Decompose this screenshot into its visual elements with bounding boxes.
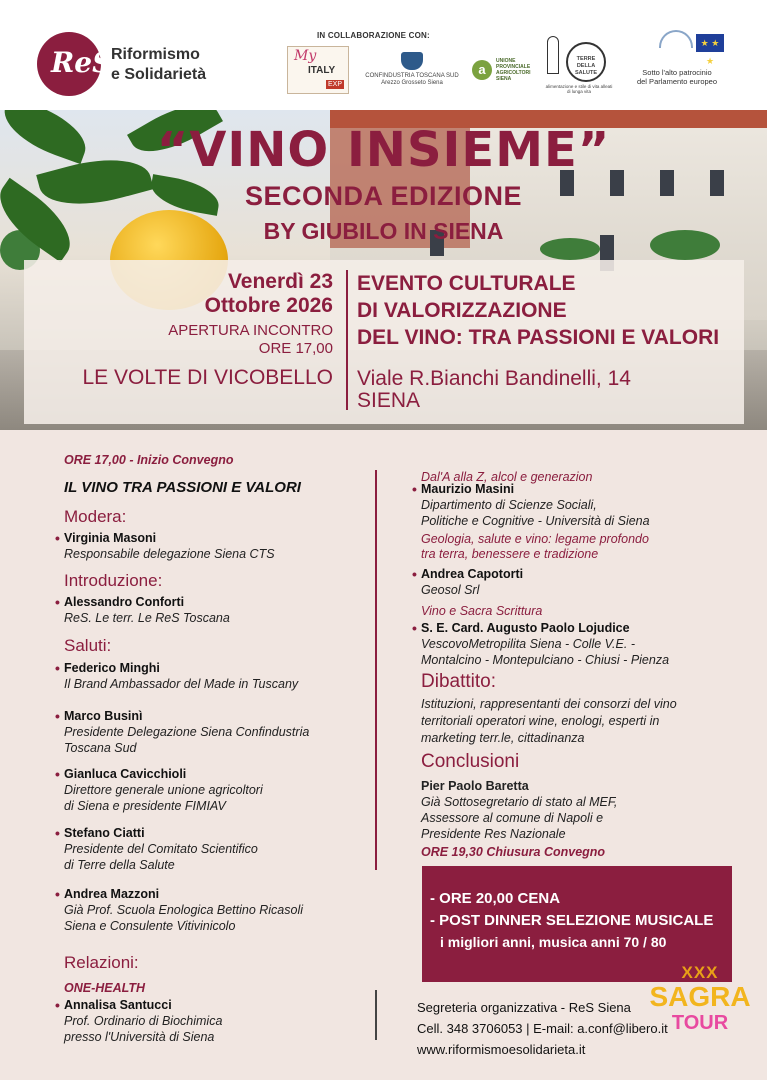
- date-line-2: Ottobre 2026: [204, 294, 333, 317]
- brand-line-1: Riformismo: [111, 46, 200, 63]
- parliament-text: [622, 68, 732, 86]
- conclusioni-label: Conclusioni: [421, 751, 520, 772]
- dibattito-line: Istituzioni, rappresentanti dei consorzi del vino: [421, 697, 677, 711]
- venue-name: LE VOLTE DI VICOBELLO: [82, 366, 333, 389]
- terre-circle: [566, 42, 606, 82]
- parliament-dome-icon: [659, 30, 693, 48]
- eagle-icon: [401, 52, 423, 70]
- parliament-line-2: del Parlamento europeo: [636, 77, 718, 86]
- speaker-role: di Siena e presidente FIMIAV: [64, 799, 226, 813]
- upa-logo: [472, 58, 536, 88]
- apertura-line-1: APERTURA INCONTRO: [168, 322, 333, 339]
- speaker-name: • Andrea Capotorti: [421, 566, 523, 582]
- event-subtitle: SECONDA EDIZIONE: [244, 181, 523, 211]
- dinner-line: i migliori anni, musica anni 70 / 80: [440, 934, 667, 950]
- speaker-role: presso l'Università di Siena: [64, 1030, 215, 1044]
- speaker-role: Già Sottosegretario di stato al MEF,: [421, 795, 618, 809]
- saluti-label: Saluti:: [64, 636, 112, 655]
- dibattito-line: territoriali operatori wine, enologi, esperti in: [421, 714, 660, 728]
- website-link[interactable]: www.riformismoesolidarieta.it: [417, 1042, 586, 1057]
- terre-sub: alimentazione e stile di vita alleati di lunga vita: [545, 84, 613, 94]
- figure-icon: [547, 36, 559, 74]
- speaker-role: ReS. Le terr. Le ReS Toscana: [64, 611, 230, 625]
- collab-label: IN COLLABORAZIONE CON:: [317, 31, 430, 40]
- watermark-line: XXX: [681, 963, 719, 982]
- speaker-role: di Terre della Salute: [64, 858, 175, 872]
- topic-label: Dal'A alla Z, alcol e generazion: [421, 470, 593, 484]
- watermark-line: TOUR: [671, 1012, 729, 1034]
- speaker-name: • S. E. Card. Augusto Paolo Lojudice: [421, 620, 669, 636]
- parliament-logo: [622, 30, 732, 92]
- talk-block: [421, 481, 650, 529]
- myitaly-italy: ITALY: [308, 65, 336, 76]
- speaker-role: Già Prof. Scuola Enologica Bettino Ricasoli: [64, 903, 304, 917]
- terre-salute-logo: [544, 36, 614, 96]
- speaker-role: Toscana Sud: [64, 741, 137, 755]
- saluti-item: [64, 708, 309, 756]
- speaker-role: Responsabile delegazione Siena CTS: [64, 547, 275, 561]
- res-logo: [37, 32, 113, 96]
- confindustria-logo: [362, 52, 462, 92]
- conclusioni-block: [421, 778, 617, 842]
- saluti-item: [64, 825, 258, 873]
- contacts: Cell. 348 3706053 | E-mail: a.conf@libero.it: [417, 1021, 668, 1036]
- event-description: [357, 270, 747, 351]
- speaker-name: Pier Paolo Baretta: [421, 779, 529, 793]
- topic-label: [421, 532, 649, 562]
- myitaly-logo: [287, 46, 349, 94]
- hero-banner: [0, 110, 767, 430]
- speaker-role: Politiche e Cognitive - Università di Siena: [421, 514, 650, 528]
- speaker-role: Presidente del Comitato Scientifico: [64, 842, 258, 856]
- topic-label: Vino e Sacra Scrittura: [421, 604, 543, 618]
- myitaly-my: My: [294, 48, 317, 64]
- speaker-name: • Virginia Masoni: [64, 530, 275, 546]
- confindustria-sub: Arezzo Grosseto Siena: [381, 80, 443, 86]
- speaker-role: Il Brand Ambassador del Made in Tuscany: [64, 677, 299, 691]
- terre-line-3: SALUTE: [575, 70, 597, 76]
- speaker-role: Dipartimento di Scienze Sociali,: [421, 498, 597, 512]
- dinner-line: - ORE 20,00 CENA: [430, 890, 561, 907]
- speaker-name: • Stefano Ciatti: [64, 825, 258, 841]
- brand-name: [111, 45, 206, 85]
- brand-line-2: e Solidarietà: [111, 66, 207, 83]
- onehealth-label: ONE-HEALTH: [64, 981, 146, 995]
- speaker-role: Presidente Delegazione Siena Confindustria: [64, 725, 310, 739]
- speaker-name: • Alessandro Conforti: [64, 594, 230, 610]
- dibattito-line: marketing terr.le, cittadinanza: [421, 731, 585, 745]
- info-divider: [346, 270, 348, 410]
- eu-flag-icon: ★ ★ ★: [696, 34, 724, 52]
- venue-address: [357, 368, 747, 412]
- saluti-item: [64, 766, 263, 814]
- watermark-line: SAGRA: [649, 981, 751, 1012]
- speaker-role: Siena e Consulente Vitivinicolo: [64, 919, 236, 933]
- dibattito-text: [421, 696, 677, 747]
- modera-label: Modera:: [64, 507, 127, 526]
- logo-mark: ReS: [51, 46, 113, 79]
- address-line-1: Viale R.Bianchi Bandinelli, 14: [357, 367, 631, 390]
- sagra-tour-watermark: [645, 964, 755, 1048]
- column-divider: [375, 470, 377, 870]
- saluti-item: [64, 886, 303, 934]
- parliament-line-1: Sotto l'alto patrocinio: [642, 68, 712, 77]
- footer-divider: [375, 990, 377, 1040]
- closing-time: ORE 19,30 Chiusura Convegno: [421, 845, 606, 859]
- speaker-role: VescovoMetropilita Siena - Colle V.E. -: [421, 637, 635, 651]
- dinner-line: - POST DINNER SELEZIONE MUSICALE: [430, 912, 714, 929]
- talk-block: [421, 566, 523, 598]
- evento-line-1: EVENTO CULTURALE: [357, 272, 576, 295]
- speaker-role: Assessore al comune di Napoli e: [421, 811, 604, 825]
- terre-line-1: TERRE: [576, 56, 596, 62]
- speaker-name: • Federico Minghi: [64, 660, 298, 676]
- evento-line-2: DI VALORIZZAZIONE: [357, 299, 567, 322]
- event-by: BY GIUBILO IN SIENA: [263, 218, 504, 244]
- event-date: [40, 270, 333, 318]
- event-title: “VINO INSIEME”: [156, 122, 611, 178]
- relazione-block: [64, 997, 222, 1045]
- topic-line: Geologia, salute e vino: legame profondo: [421, 532, 649, 546]
- speaker-name: • Marco Businì: [64, 708, 309, 724]
- speaker-name: • Andrea Mazzoni: [64, 886, 303, 902]
- talk-block: [421, 620, 669, 668]
- speaker-role: Montalcino - Montepulciano - Chiusi - Pienza: [421, 653, 670, 667]
- terre-line-2: DELLA: [576, 63, 596, 69]
- relazioni-label: Relazioni:: [64, 953, 139, 972]
- myitaly-exp: EXP: [327, 81, 342, 88]
- convegno-title: IL VINO TRA PASSIONI E VALORI: [64, 479, 301, 496]
- topic-line: tra terra, benessere e tradizione: [421, 547, 599, 561]
- intro-label: Introduzione:: [64, 571, 163, 590]
- speaker-name: • Gianluca Cavicchioli: [64, 766, 263, 782]
- speaker-role: Geosol Srl: [421, 583, 480, 597]
- organization-contacts: [417, 997, 668, 1060]
- intro-block: [64, 594, 230, 626]
- saluti-item: [64, 660, 298, 692]
- speaker-role: Prof. Ordinario di Biochimica: [64, 1014, 223, 1028]
- date-line-1: Venerdì 23: [227, 270, 333, 293]
- header: [0, 0, 767, 110]
- speaker-role: Direttore generale unione agricoltori: [64, 783, 263, 797]
- apertura-line-2: ORE 17,00: [258, 340, 333, 357]
- opening-time: [40, 322, 333, 358]
- start-time: ORE 17,00 - Inizio Convegno: [64, 453, 234, 467]
- speaker-name: • Maurizio Masini: [421, 481, 650, 497]
- evento-line-3: DEL VINO: TRA PASSIONI E VALORI: [357, 326, 720, 349]
- upa-letter: a: [472, 60, 492, 80]
- segreteria: Segreteria organizzativa - ReS Siena: [417, 1000, 631, 1015]
- dibattito-label: Dibattito:: [421, 671, 496, 692]
- speaker-role: Presidente Res Nazionale: [421, 827, 566, 841]
- upa-text: UNIONE PROVINCIALE AGRICOLTORI SIENA: [496, 58, 531, 82]
- address-line-2: SIENA: [357, 389, 421, 412]
- modera-block: [64, 530, 275, 562]
- confindustria-name: CONFINDUSTRIA TOSCANA SUD: [365, 73, 459, 79]
- speaker-name: • Annalisa Santucci: [64, 997, 222, 1013]
